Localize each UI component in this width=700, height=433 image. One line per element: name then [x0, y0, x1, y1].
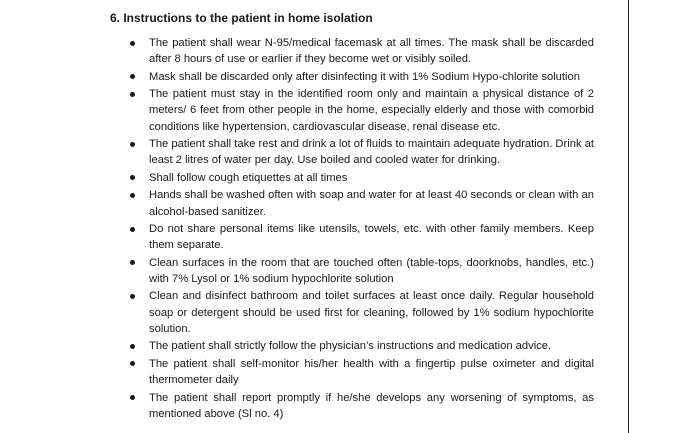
instructions-list [130, 35, 594, 423]
list-item [130, 390, 594, 422]
bullet-icon [130, 395, 135, 400]
list-item [130, 187, 594, 219]
list-item-text: The patient shall self-monitor his/her health with a fingertip pulse oximeter and digital thermometer daily [149, 357, 594, 387]
list-item [130, 69, 594, 85]
list-item-text: Clean surfaces in the room that are touched often (table-tops, doorknobs, handles, etc.) with 7% Lysol or 1% sodium hypochlorite solution [149, 256, 594, 285]
list-item [130, 356, 594, 388]
bullet-icon [130, 74, 135, 79]
list-item-text: Shall follow cough etiquettes at all times [149, 171, 348, 184]
bullet-icon [130, 344, 135, 349]
list-item [130, 136, 594, 168]
section-heading: 6. Instructions to the patient in home isolation [110, 11, 373, 25]
bullet-icon [130, 294, 135, 299]
bullet-icon [130, 227, 135, 232]
list-item-text: Clean and disinfect bathroom and toilet surfaces at least once daily. Regular household soap or detergent should be used first for cleaning, followed by 1% sodium hypochlorite solution. [149, 290, 594, 335]
bullet-icon [130, 193, 135, 198]
list-item-text: The patient must stay in the identified room only and maintain a physical distance of 2 meters/ 6 feet from other people in the home, especially elderly and those with comorbid conditions like hypertension, cardiovascular disease, renal disease etc. [149, 88, 594, 133]
bullet-icon [130, 142, 135, 147]
list-item [130, 255, 594, 287]
list-item-text: The patient shall report promptly if he/she develops any worsening of symptoms, as mentioned above (Sl no. 4) [149, 391, 594, 420]
bullet-icon [130, 260, 135, 265]
list-item [130, 288, 594, 337]
list-item-text: Do not share personal items like utensils, towels, etc. with other family members. Keep them separate. [149, 223, 594, 252]
list-item-text: Hands shall be washed often with soap and water for at least 40 seconds or clean with an alcohol-based sanitizer. [149, 189, 594, 218]
bullet-icon [130, 361, 135, 366]
list-item [130, 221, 594, 253]
bullet-icon [130, 175, 135, 180]
list-item-text: The patient shall wear N-95/medical facemask at all times. The mask shall be discarded after 8 hours of use or earlier if they become wet or visibly soiled. [149, 37, 594, 66]
list-item-text: Mask shall be discarded only after disinfecting it with 1% Sodium Hypo-chlorite solution [149, 70, 580, 83]
bullet-icon [130, 41, 135, 46]
list-item [130, 86, 594, 135]
list-item-text: The patient shall take rest and drink a lot of fluids to maintain adequate hydration. Drink at least 2 litres of water per day. Use boiled and cooled water for drinking. [149, 138, 594, 167]
list-item-text: The patient shall strictly follow the physician’s instructions and medication advice. [149, 340, 552, 353]
list-item [130, 338, 594, 354]
list-item [130, 170, 594, 186]
bullet-icon [130, 92, 135, 97]
page-border-right [628, 0, 629, 433]
list-item [130, 35, 594, 67]
